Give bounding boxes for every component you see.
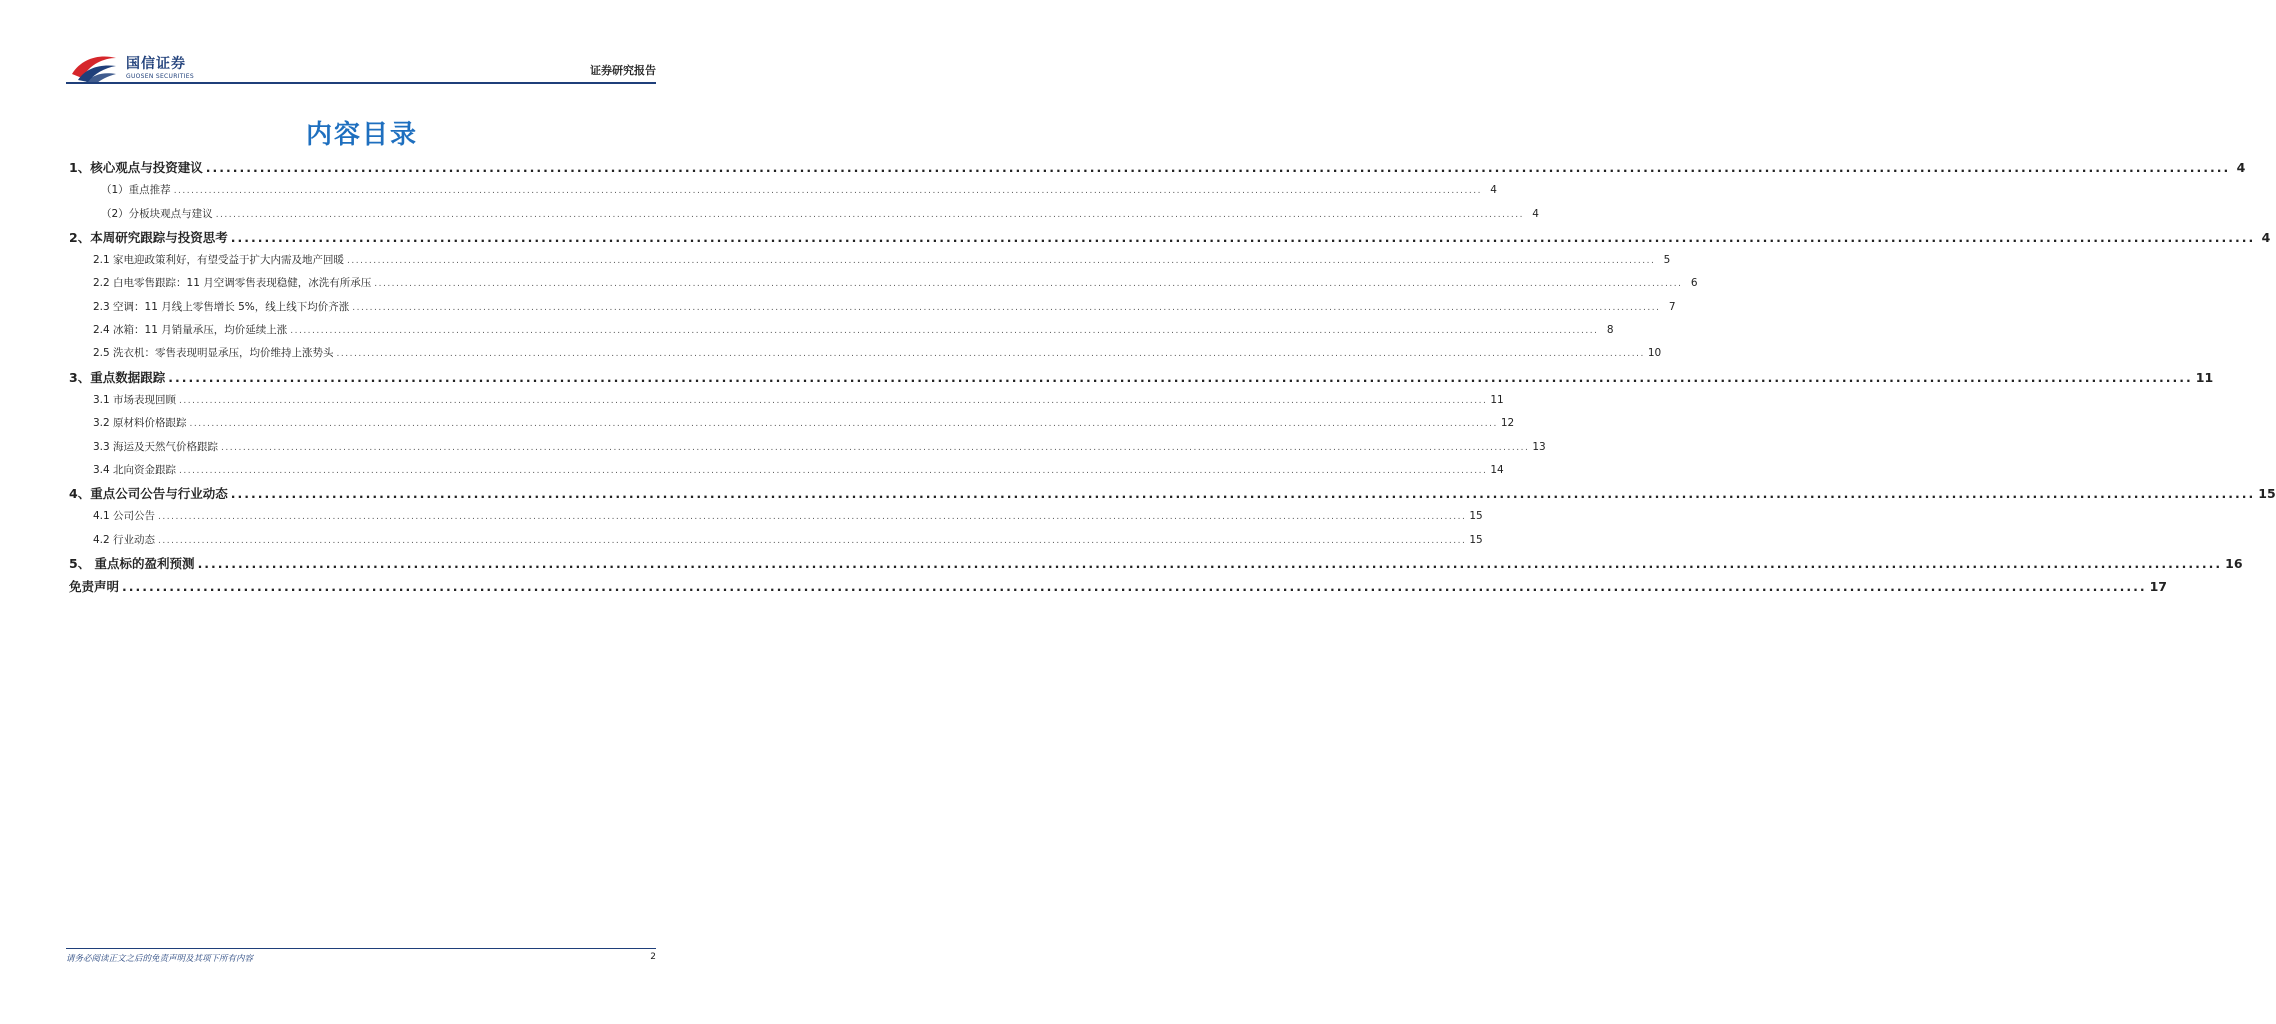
toc-dot-leader: ............................................................................................................................................................................................................................................................................................................ xyxy=(122,579,2147,595)
toc-subsection-entry[interactable] xyxy=(69,505,1483,528)
toc-entry-page: 4 xyxy=(2261,229,2271,245)
toc-dot-leader: ............................................................................................................................................................................................................................................................................................................ xyxy=(173,186,1482,197)
toc-entry-label: （2）分板块观点与建议 xyxy=(101,207,213,220)
toc-entry-label: 2、本周研究跟踪与投资思考 xyxy=(69,229,228,245)
toc-title: 内容目录 xyxy=(305,120,418,150)
toc-dot-leader: ............................................................................................................................................................................................................................................................................................................ xyxy=(215,209,1524,220)
toc-subsection-entry[interactable] xyxy=(69,436,1546,459)
report-header xyxy=(66,48,656,88)
toc-subsection-entry[interactable] xyxy=(69,249,1671,272)
page-number: 2 xyxy=(650,952,656,962)
toc-entry-page: 13 xyxy=(1532,440,1546,453)
toc-entry-page: 6 xyxy=(1690,277,1698,290)
toc-section-entry[interactable] xyxy=(69,156,2246,179)
toc-entry-label: 2.4 冰箱：11 月销量承压，均价延续上涨 xyxy=(93,324,288,337)
toc-entry-label: 3.4 北向资金跟踪 xyxy=(93,463,177,476)
toc-dot-leader: ............................................................................................................................................................................................................................................................................................................ xyxy=(290,326,1599,337)
logo-chinese-name: 国信证券 xyxy=(126,55,186,72)
toc-entry-page: 4 xyxy=(1490,184,1497,197)
toc-dot-leader: ............................................................................................................................................................................................................................................................................................................ xyxy=(336,349,1645,360)
toc-subsection-entry[interactable] xyxy=(69,529,1483,552)
toc-entry-label: 4、重点公司公告与行业动态 xyxy=(69,486,228,502)
toc-entry-label: 免责声明 xyxy=(69,579,120,595)
guosen-logo xyxy=(70,51,194,85)
toc-dot-leader: ............................................................................................................................................................................................................................................................................................................ xyxy=(189,419,1498,430)
toc-subsection-entry[interactable] xyxy=(69,179,1497,202)
toc-dot-leader: ............................................................................................................................................................................................................................................................................................................ xyxy=(158,535,1467,546)
toc-entry-page: 15 xyxy=(1469,510,1483,523)
toc-dot-leader: ............................................................................................................................................................................................................................................................................................................ xyxy=(168,369,2193,385)
toc-subsection-entry[interactable] xyxy=(69,296,1676,319)
toc-section-entry[interactable] xyxy=(69,226,2271,249)
toc-dot-leader: ............................................................................................................................................................................................................................................................................................................ xyxy=(230,486,2256,502)
toc-entry-page: 11 xyxy=(2195,369,2214,385)
toc-subsection-entry[interactable] xyxy=(69,412,1515,435)
toc-section-entry[interactable] xyxy=(69,575,2167,598)
toc-section-entry[interactable] xyxy=(69,482,2276,505)
toc-section-entry[interactable] xyxy=(69,366,2214,389)
toc-entry-label: 3.3 海运及天然气价格跟踪 xyxy=(93,440,219,453)
toc-dot-leader: ............................................................................................................................................................................................................................................................................................................ xyxy=(179,395,1488,406)
toc-dot-leader: ............................................................................................................................................................................................................................................................................................................ xyxy=(347,256,1656,267)
toc-subsection-entry[interactable] xyxy=(69,342,1662,365)
toc-dot-leader: ............................................................................................................................................................................................................................................................................................................ xyxy=(158,512,1467,523)
toc-entry-label: 3.2 原材料价格跟踪 xyxy=(93,417,187,430)
toc-entry-page: 11 xyxy=(1490,393,1504,406)
toc-dot-leader: ............................................................................................................................................................................................................................................................................................................ xyxy=(197,556,2223,572)
toc-subsection-entry[interactable] xyxy=(69,389,1504,412)
toc-subsection-entry[interactable] xyxy=(69,203,1539,226)
toc-section-entry[interactable] xyxy=(69,552,2243,575)
toc-entry-page: 17 xyxy=(2149,579,2167,595)
toc-dot-leader: ............................................................................................................................................................................................................................................................................................................ xyxy=(179,465,1488,476)
toc-entry-page: 5 xyxy=(1663,254,1671,267)
toc-entry-label: 2.1 家电迎政策利好，有望受益于扩大内需及地产回暖 xyxy=(93,254,345,267)
table-of-contents xyxy=(69,156,2276,599)
toc-entry-page: 7 xyxy=(1668,300,1676,313)
toc-subsection-entry[interactable] xyxy=(69,319,1614,342)
toc-entry-page: 16 xyxy=(2225,556,2243,572)
toc-entry-page: 4 xyxy=(2236,160,2246,175)
disclaimer-note: 请务必阅读正文之后的免责声明及其项下所有内容 xyxy=(66,954,254,964)
toc-entry-label: 3.1 市场表现回顾 xyxy=(93,393,177,406)
report-type-label: 证券研究报告 xyxy=(590,64,656,77)
toc-entry-page: 8 xyxy=(1606,324,1614,337)
toc-entry-label: 4.2 行业动态 xyxy=(93,533,156,546)
guosen-logo-icon xyxy=(70,52,120,84)
toc-entry-page: 14 xyxy=(1490,463,1504,476)
toc-entry-label: 2.3 空调：11 月线上零售增长 5%，线上线下均价齐涨 xyxy=(93,300,350,313)
toc-subsection-entry[interactable] xyxy=(69,272,1698,295)
toc-entry-label: 1、核心观点与投资建议 xyxy=(69,160,203,175)
toc-dot-leader: ............................................................................................................................................................................................................................................................................................................ xyxy=(205,160,2231,175)
toc-dot-leader: ............................................................................................................................................................................................................................................................................................................ xyxy=(352,302,1661,313)
toc-dot-leader: ............................................................................................................................................................................................................................................................................................................ xyxy=(230,229,2256,245)
toc-entry-label: 2.5 洗衣机：零售表现明显承压，均价维持上涨势头 xyxy=(93,347,334,360)
logo-english-name: GUOSEN SECURITIES xyxy=(126,72,195,80)
toc-entry-page: 15 xyxy=(2258,486,2276,502)
toc-entry-label: 3、重点数据跟踪 xyxy=(69,369,166,385)
toc-entry-label: 4.1 公司公告 xyxy=(93,510,156,523)
toc-dot-leader: ............................................................................................................................................................................................................................................................................................................ xyxy=(221,442,1530,453)
toc-entry-page: 15 xyxy=(1469,533,1483,546)
toc-entry-page: 4 xyxy=(1532,207,1539,220)
toc-entry-label: 5、 重点标的盈利预测 xyxy=(69,556,195,572)
toc-entry-page: 12 xyxy=(1500,417,1515,430)
toc-entry-label: 2.2 白电零售跟踪：11 月空调零售表现稳健，冰洗有所承压 xyxy=(93,277,372,290)
header-divider xyxy=(66,82,656,84)
toc-dot-leader: ............................................................................................................................................................................................................................................................................................................ xyxy=(374,279,1683,290)
toc-entry-label: （1）重点推荐 xyxy=(101,184,171,197)
footer-divider xyxy=(66,948,656,949)
toc-subsection-entry[interactable] xyxy=(69,459,1504,482)
toc-entry-page: 10 xyxy=(1647,347,1662,360)
